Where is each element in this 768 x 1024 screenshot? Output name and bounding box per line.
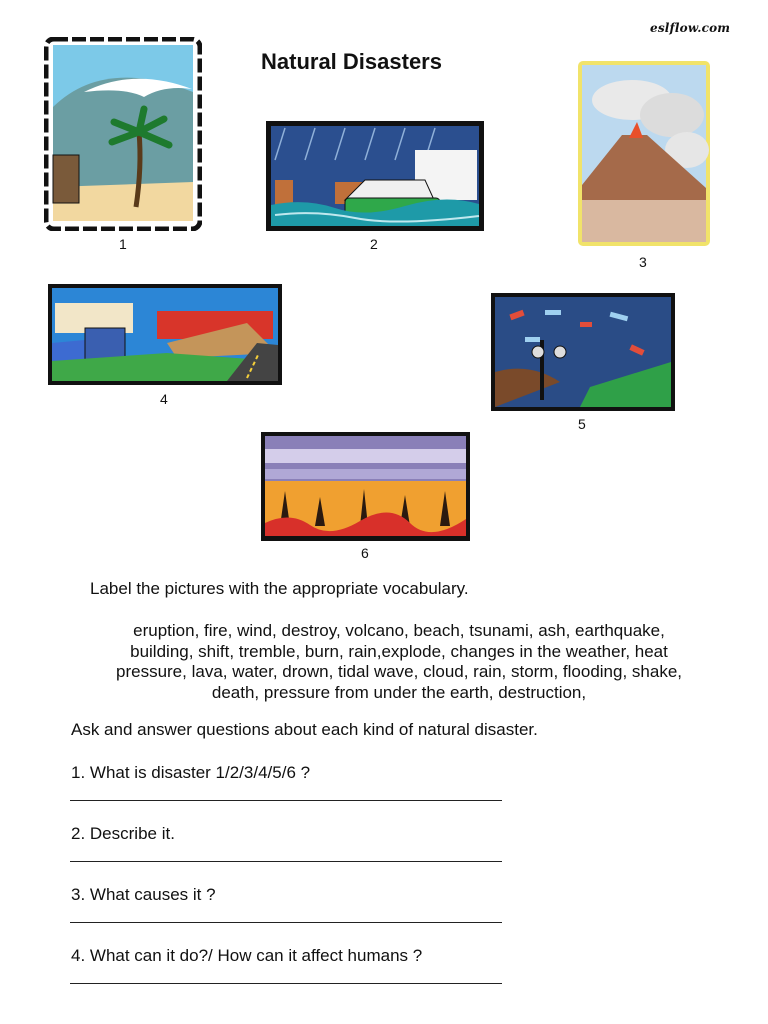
picture-number: 2 [370, 236, 378, 252]
question-2: 2. Describe it. [71, 824, 175, 843]
question-4: 4. What can it do?/ How can it affect humans ? [71, 946, 423, 965]
answer-line [70, 922, 502, 923]
vocabulary-line: eruption, fire, wind, destroy, volcano, beach, tsunami, ash, earthquake, [133, 621, 665, 640]
discussion-instruction: Ask and answer questions about each kind of natural disaster. [71, 720, 538, 739]
answer-line [70, 800, 502, 801]
tsunami-picture [44, 37, 202, 231]
question-1: 1. What is disaster 1/2/3/4/5/6 ? [71, 763, 311, 782]
picture-number: 4 [160, 391, 168, 407]
flood-picture [265, 120, 485, 232]
labeling-instruction: Label the pictures with the appropriate vocabulary. [90, 579, 469, 598]
forest-fire-picture [260, 431, 471, 542]
vocabulary-line: pressure, lava, water, drown, tidal wave, cloud, rain, storm, flooding, shake, [116, 662, 682, 681]
answer-line [70, 983, 502, 984]
answer-line [70, 861, 502, 862]
brand-watermark: eslflow.com [650, 21, 731, 35]
storm-picture [490, 292, 676, 412]
volcano-picture [577, 60, 711, 247]
picture-number: 5 [578, 416, 586, 432]
vocabulary-line: building, shift, tremble, burn, rain,explode, changes in the weather, heat [130, 641, 668, 661]
page-title: Natural Disasters [261, 49, 442, 74]
picture-number: 6 [361, 545, 369, 561]
vocabulary-line: death, pressure from under the earth, destruction, [211, 682, 587, 702]
picture-number: 1 [119, 236, 127, 252]
earthquake-picture [47, 283, 283, 386]
question-3: 3. What causes it ? [71, 885, 216, 904]
picture-number: 3 [639, 254, 647, 270]
vocabulary-list [86, 621, 712, 703]
